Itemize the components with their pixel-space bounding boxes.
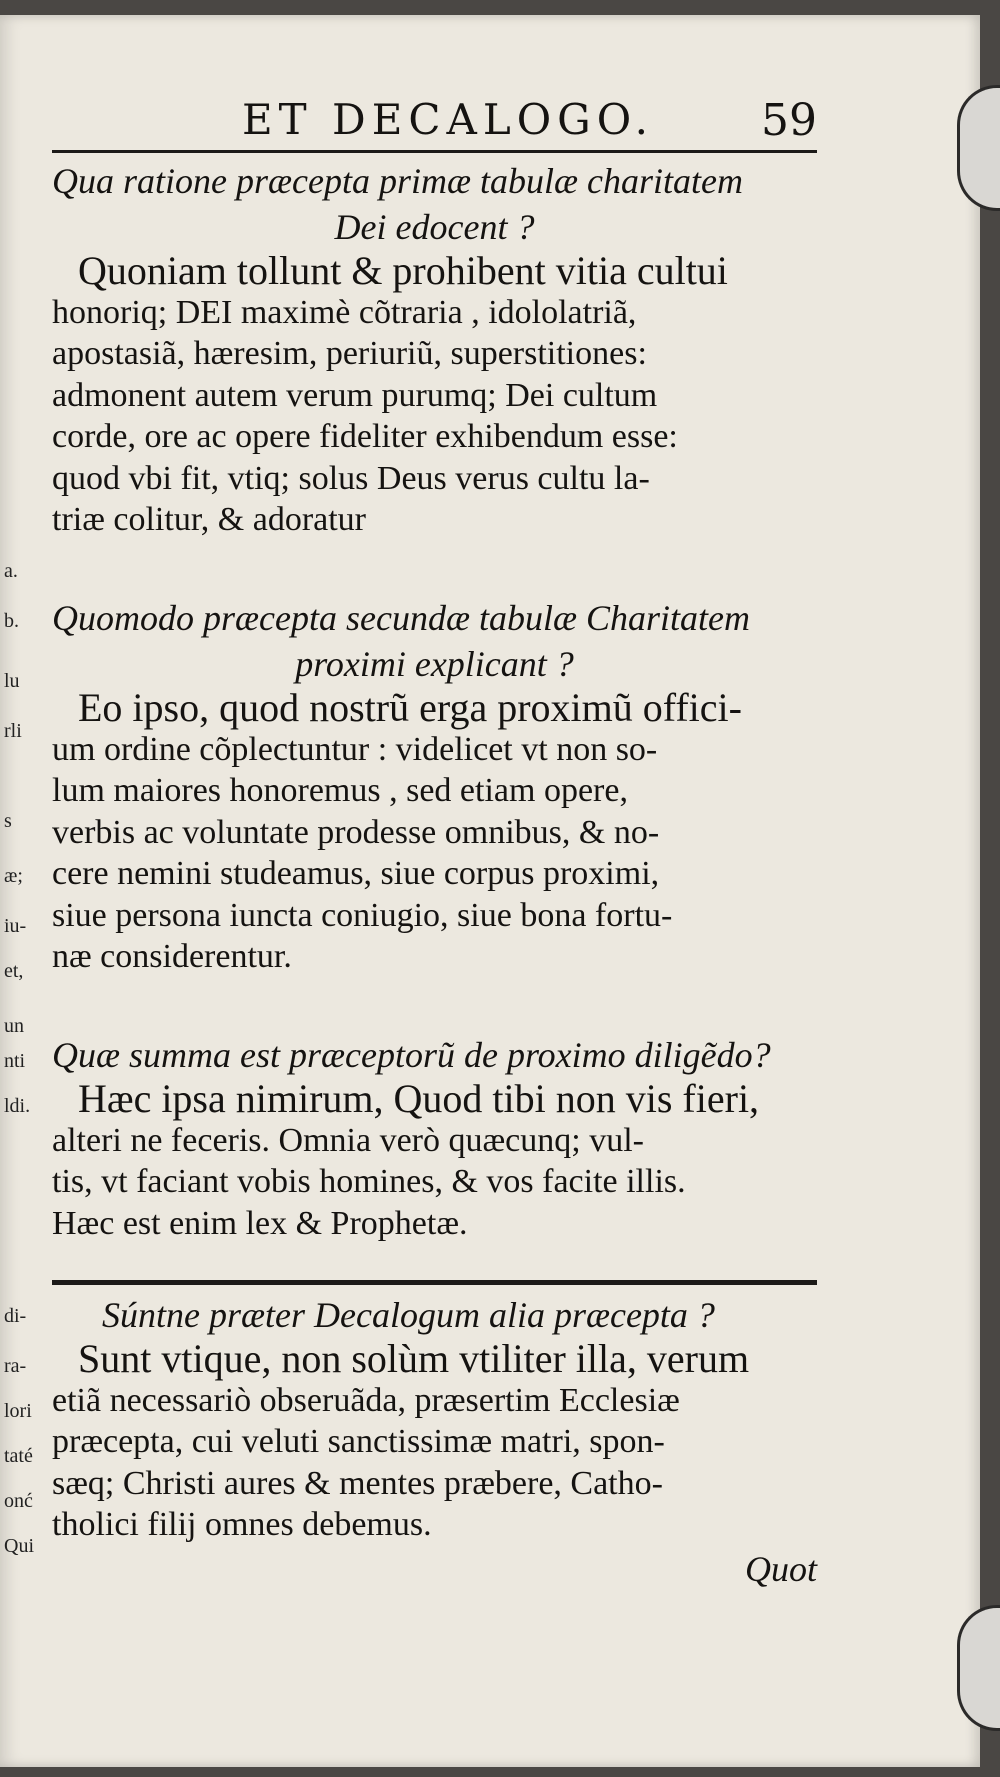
margin-fragment: ra-: [4, 1355, 27, 1377]
question-heading: [52, 1292, 817, 1338]
question-line: proximi explicant ?: [295, 644, 574, 684]
section-3: [52, 1032, 817, 1244]
question-line: Qua ratione præcepta primæ tabulæ charitatem: [52, 161, 743, 201]
answer-line: triæ colitur, & adoratur: [52, 501, 367, 538]
margin-fragment: iu-: [4, 915, 27, 937]
answer-line: corde, ore ac opere fideliter exhibendum esse:: [52, 418, 678, 455]
catchword: Quot: [745, 1549, 817, 1589]
margin-fragment: lori: [4, 1400, 32, 1422]
margin-fragment: di-: [4, 1305, 27, 1327]
question-line: Quomodo præcepta secundæ tabulæ Charitatem: [52, 598, 750, 638]
page-header: [52, 85, 817, 145]
answer-line: siue persona iuncta coniugio, siue bona fortu-: [52, 896, 673, 934]
answer-line: alteri ne feceris. Omnia verò quæcunq; vul-: [52, 1121, 644, 1159]
answer-line: sæq; Christi aures & mentes præbere, Catho-: [52, 1464, 663, 1502]
answer-line: verbis ac voluntate prodesse omnibus, & no-: [52, 813, 660, 851]
margin-fragment: æ;: [4, 865, 23, 887]
margin-fragment: onć: [4, 1490, 33, 1512]
answer-line: quod vbi fit, vtiq; solus Deus verus cultu la-: [52, 459, 650, 497]
answer-paragraph: [52, 250, 817, 541]
answer-line: apostasiã, hæresim, periuriũ, superstitiones:: [52, 335, 647, 372]
answer-line: næ considerentur.: [52, 938, 292, 975]
page-clip-top: [957, 85, 1000, 211]
margin-fragment: un: [4, 1015, 24, 1037]
answer-paragraph: [52, 1338, 817, 1546]
question-line: Quæ summa est præceptorũ de proximo diligẽdo?: [52, 1035, 771, 1075]
margin-fragment: ldi.: [4, 1095, 31, 1117]
question-line: Súntne præter Decalogum alia præcepta ?: [102, 1295, 715, 1335]
margin-fragment: nti: [4, 1050, 26, 1072]
answer-line: tholici filij omnes debemus.: [52, 1506, 432, 1543]
answer-line: tis, vt faciant vobis homines, & vos facite illis.: [52, 1163, 686, 1200]
answer-paragraph: [52, 687, 817, 978]
margin-fragment: lu: [4, 670, 20, 692]
question-line: Dei edocent ?: [334, 207, 535, 247]
section-1: [52, 158, 817, 541]
answer-line: Sunt vtique, non solùm vtiliter illa, verum: [78, 1336, 750, 1381]
answer-line: Hæc est enim lex & Prophetæ.: [52, 1204, 468, 1242]
answer-line: um ordine cõplectuntur : videlicet vt non so-: [52, 730, 658, 768]
page-number: 59: [761, 95, 817, 146]
question-heading: [52, 158, 817, 250]
margin-fragment: Qui: [4, 1535, 34, 1557]
section-2: [52, 595, 817, 978]
header-rule: [52, 150, 817, 153]
margin-fragment: rli: [4, 720, 22, 742]
question-heading: [52, 595, 817, 687]
margin-fragment: a.: [4, 560, 18, 582]
answer-line: admonent autem verum purumq; Dei cultum: [52, 376, 658, 414]
answer-line: cere nemini studeamus, siue corpus proximi,: [52, 855, 660, 892]
section-divider: [52, 1280, 817, 1285]
answer-line: præcepta, cui veluti sanctissimæ matri, spon-: [52, 1423, 665, 1460]
answer-line: lum maiores honoremus , sed etiam opere,: [52, 772, 628, 809]
margin-fragment: et,: [4, 960, 24, 982]
answer-line: Quoniam tollunt & prohibent vitia cultui: [78, 248, 728, 293]
page-clip-bottom: [957, 1605, 1000, 1731]
answer-line: honoriq; DEI maximè cõtraria , idololatriã,: [52, 293, 637, 331]
running-title: ET DECALOGO.: [242, 95, 655, 144]
answer-paragraph: [52, 1078, 817, 1244]
margin-fragment: b.: [4, 610, 19, 632]
margin-fragment: s: [4, 810, 12, 832]
section-4: [52, 1292, 817, 1589]
margin-fragment: taté: [4, 1445, 33, 1467]
answer-line: Hæc ipsa nimirum, Quod tibi non vis fieri,: [78, 1076, 760, 1121]
answer-line: etiã necessariò obseruãda, præsertim Ecclesiæ: [52, 1381, 680, 1419]
question-heading: [52, 1032, 817, 1078]
answer-line: Eo ipso, quod nostrũ erga proximũ offici-: [78, 685, 742, 730]
